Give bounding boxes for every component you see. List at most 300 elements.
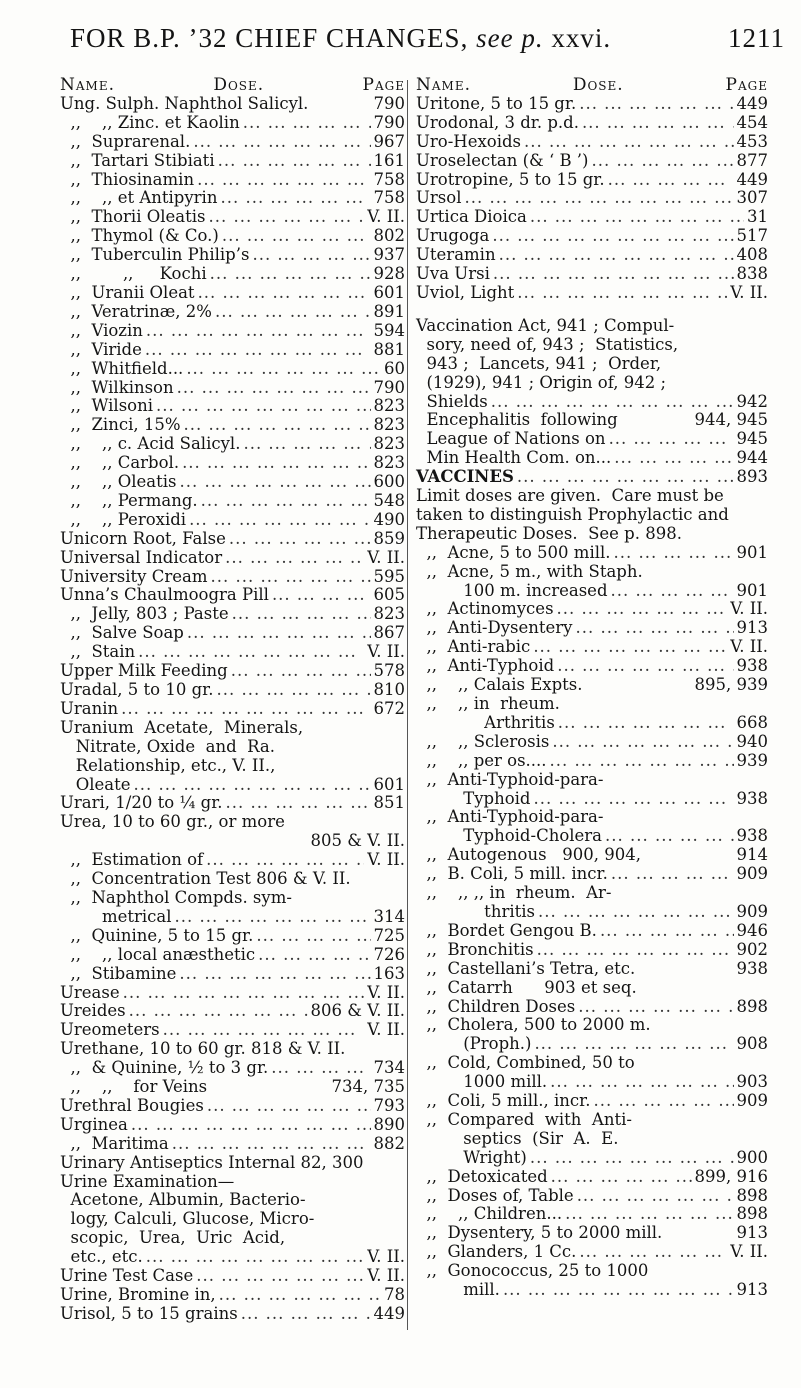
entry-page: V. II. xyxy=(730,282,768,302)
entry-name: ,, Anti-rabic xyxy=(416,637,531,657)
index-entry xyxy=(60,605,405,624)
entry-page: 307 xyxy=(736,188,768,208)
index-entry xyxy=(60,189,405,208)
index-entry xyxy=(416,600,768,619)
entry-name: Ung. Sulph. Naphthol Salicyl. xyxy=(60,93,309,113)
leader-dots xyxy=(177,379,371,398)
entry-name: ,, Concentration Test 806 & V. II. xyxy=(60,869,351,889)
index-entry xyxy=(416,336,768,355)
entry-name: Urethane, 10 to 60 gr. 818 & V. II. xyxy=(60,1039,346,1059)
index-entry xyxy=(416,189,768,208)
index-entry xyxy=(60,851,405,870)
entry-page: 758 xyxy=(373,188,405,208)
leader-dots xyxy=(138,643,364,662)
index-entry xyxy=(416,998,768,1017)
entry-page: 517 xyxy=(736,226,768,246)
index-entry xyxy=(60,946,405,965)
entry-page: 605 xyxy=(373,585,405,605)
index-entry xyxy=(416,752,768,771)
index-entry xyxy=(60,643,405,662)
entry-page: 859 xyxy=(373,528,405,548)
index-entry xyxy=(416,1243,768,1262)
entry-name: ,, ,, et Antipyrin xyxy=(60,188,218,208)
entry-name: 1000 mill. xyxy=(416,1072,548,1092)
leader-dots xyxy=(129,1002,308,1021)
leader-dots xyxy=(492,227,733,246)
entry-name: Typhoid xyxy=(416,788,531,808)
index-entry xyxy=(60,435,405,454)
entry-name: ,, Whitfield... xyxy=(60,358,184,378)
index-entry xyxy=(416,544,768,563)
entry-page: 548 xyxy=(373,490,405,510)
entry-page: 882 xyxy=(373,1133,405,1153)
leader-dots xyxy=(175,908,371,927)
index-entry xyxy=(60,379,405,398)
index-entry xyxy=(60,1305,405,1324)
entry-page: 893 xyxy=(736,467,768,487)
entry-name: scopic, Urea, Uric Acid, xyxy=(60,1228,286,1248)
leader-dots xyxy=(614,449,733,468)
index-entry xyxy=(416,284,768,303)
entry-name: ,, Dysentery, 5 to 2000 mill. xyxy=(416,1223,663,1243)
leader-dots xyxy=(537,941,734,960)
entry-page: 913 xyxy=(736,618,768,638)
index-entry xyxy=(60,757,405,776)
index-entry xyxy=(416,1205,768,1224)
index-entry xyxy=(60,1135,405,1154)
right-column-header xyxy=(416,76,768,95)
leader-dots xyxy=(231,662,371,681)
leader-dots xyxy=(187,624,371,643)
col-page-heading: Page xyxy=(725,75,768,95)
leader-dots xyxy=(243,114,371,133)
index-entry xyxy=(60,1286,405,1305)
leader-dots xyxy=(211,568,371,587)
running-header xyxy=(70,14,785,62)
entry-name: Vaccination Act, 941 ; Compul- xyxy=(416,315,675,335)
leader-dots xyxy=(592,152,734,171)
entry-page: 823 xyxy=(373,396,405,416)
entry-page: 408 xyxy=(736,245,768,265)
index-entry xyxy=(416,563,768,582)
entry-page: 810 xyxy=(373,680,405,699)
leader-dots xyxy=(605,827,733,846)
index-entry xyxy=(60,1002,405,1021)
index-entry xyxy=(60,208,405,227)
leader-dots xyxy=(179,965,370,984)
entry-name: etc., etc. xyxy=(60,1247,143,1267)
entry-page: 823 xyxy=(373,453,405,473)
entry-page: V. II. xyxy=(367,1247,405,1267)
leader-dots xyxy=(565,1205,733,1224)
leader-dots xyxy=(608,171,734,190)
index-entry xyxy=(60,832,405,851)
entry-page: 790 xyxy=(373,93,405,113)
entry-page: V. II. xyxy=(367,1266,405,1286)
entry-name: ,, Uranii Oleat xyxy=(60,282,195,302)
entry-name: Oleate xyxy=(60,774,131,794)
index-entry xyxy=(60,152,405,171)
index-entry xyxy=(416,827,768,846)
leader-dots xyxy=(121,700,370,719)
leader-dots xyxy=(197,171,370,190)
entry-name: (1929), 941 ; Origin of, 942 ; xyxy=(416,372,667,392)
leader-dots xyxy=(551,1168,692,1187)
leader-dots xyxy=(582,114,734,133)
leader-dots xyxy=(594,1092,734,1111)
leader-dots xyxy=(517,468,734,487)
entry-page: 909 xyxy=(736,864,768,884)
index-entry xyxy=(416,1016,768,1035)
entry-page: V. II. xyxy=(367,982,405,1002)
index-entry xyxy=(416,1111,768,1130)
index-entry xyxy=(60,1116,405,1135)
index-entry xyxy=(416,525,768,544)
entry-name: Uradal, 5 to 10 gr. xyxy=(60,680,214,699)
entry-page: 942 xyxy=(736,391,768,411)
index-entry xyxy=(416,246,768,265)
entry-page: 823 xyxy=(373,604,405,624)
entry-name: ,, ,, Oleatis xyxy=(60,472,177,492)
index-entry xyxy=(416,941,768,960)
index-entry xyxy=(60,133,405,152)
leader-dots xyxy=(241,1305,371,1324)
index-entry xyxy=(416,1092,768,1111)
entry-name: ,, ,, Zinc. et Kaolin xyxy=(60,112,240,132)
index-entry xyxy=(416,1130,768,1149)
entry-page: 595 xyxy=(373,566,405,586)
entry-name: ,, Naphthol Compds. sym- xyxy=(60,887,292,907)
entry-page: 898 xyxy=(736,996,768,1016)
entry-name: ,, Salve Soap xyxy=(60,623,184,643)
leader-dots xyxy=(557,600,728,619)
leader-dots xyxy=(172,1135,371,1154)
entry-name: ,, Quinine, 5 to 15 gr. xyxy=(60,925,254,945)
entry-name: Urinary Antiseptics Internal 82, 300 xyxy=(60,1152,364,1172)
index-entry xyxy=(60,265,405,284)
leader-dots xyxy=(252,246,370,265)
entry-name: ,, & Quinine, ½ to 3 gr. xyxy=(60,1058,269,1078)
entry-page: 967 xyxy=(373,131,405,151)
leader-dots xyxy=(611,582,734,601)
leader-dots xyxy=(207,1097,371,1116)
entry-page: V. II. xyxy=(367,642,405,662)
entry-page: 449 xyxy=(736,93,768,113)
entry-name: ,, Acne, 5 m., with Staph. xyxy=(416,561,643,581)
leader-dots xyxy=(534,790,734,809)
entry-name: ,, Anti-Typhoid-para- xyxy=(416,807,604,827)
leader-dots xyxy=(579,1243,727,1262)
entry-name: ,, Suprarenal. xyxy=(60,131,191,151)
entry-name: 100 m. increased xyxy=(416,580,608,600)
left-entries xyxy=(60,95,405,1324)
leader-dots xyxy=(215,303,371,322)
entry-page: V. II. xyxy=(367,1020,405,1040)
leader-dots xyxy=(226,794,371,813)
index-entry xyxy=(416,922,768,941)
leader-dots xyxy=(272,586,371,605)
left-column xyxy=(60,76,405,1324)
index-entry xyxy=(60,1191,405,1210)
index-entry xyxy=(60,322,405,341)
index-entry xyxy=(60,927,405,946)
index-entry xyxy=(416,95,768,114)
entry-page: 909 xyxy=(736,1091,768,1111)
entry-name: Unicorn Root, False xyxy=(60,528,226,548)
index-entry xyxy=(60,303,405,322)
entry-name: ,, ,, Peroxidi xyxy=(60,509,187,529)
entry-name: Uteramin xyxy=(416,245,496,265)
index-entry xyxy=(60,568,405,587)
entry-name: Acetone, Albumin, Bacterio- xyxy=(60,1190,306,1210)
index-entry xyxy=(60,473,405,492)
index-entry xyxy=(416,317,768,336)
index-entry xyxy=(416,393,768,412)
leader-dots xyxy=(220,189,370,208)
entry-name: Uranin xyxy=(60,698,119,718)
leader-dots xyxy=(134,776,371,795)
index-entry xyxy=(60,662,405,681)
index-entry xyxy=(60,908,405,927)
header-roman: xxvi. xyxy=(551,22,612,53)
entry-name: ,, Thiosinamin xyxy=(60,169,195,189)
entry-page: 901 xyxy=(736,580,768,600)
entry-name: ,, Stain xyxy=(60,642,136,662)
index-entry xyxy=(416,374,768,393)
leader-dots xyxy=(538,903,734,922)
index-entry xyxy=(60,1021,405,1040)
leader-dots xyxy=(503,1281,734,1300)
index-entry xyxy=(60,284,405,303)
right-column xyxy=(416,76,768,1300)
entry-name: mill. xyxy=(416,1280,500,1300)
entry-name: Urisol, 5 to 15 grains xyxy=(60,1303,238,1323)
entry-name: ,, ,, Carbol. xyxy=(60,453,180,473)
leader-dots xyxy=(146,1248,364,1267)
entry-page: 758 xyxy=(373,169,405,189)
entry-page: 672 xyxy=(373,698,405,718)
index-entry xyxy=(416,676,768,695)
entry-page: 891 xyxy=(373,301,405,321)
index-entry xyxy=(416,152,768,171)
entry-name: Nitrate, Oxide and Ra. xyxy=(60,736,276,756)
entry-page: 578 xyxy=(373,661,405,681)
index-entry xyxy=(60,114,405,133)
index-entry xyxy=(416,619,768,638)
entry-name: Urtica Dioica xyxy=(416,207,527,227)
index-entry xyxy=(416,657,768,676)
entry-name: Urethral Bougies xyxy=(60,1095,204,1115)
index-entry xyxy=(60,1078,405,1097)
entry-name: ,, ,, per os.... xyxy=(416,750,547,770)
index-entry xyxy=(60,965,405,984)
entry-page: 895, 939 xyxy=(694,675,768,695)
entry-name: Urugoga xyxy=(416,226,490,246)
entry-name: ,, Bronchitis xyxy=(416,939,534,959)
header-title-text: FOR B.P. ’32 CHIEF CHANGES, xyxy=(70,22,469,53)
entry-page: 877 xyxy=(736,150,768,170)
leader-dots xyxy=(614,544,734,563)
index-entry xyxy=(60,341,405,360)
index-entry xyxy=(416,449,768,468)
entry-page: 940 xyxy=(736,731,768,751)
entry-name: ,, Anti-Typhoid xyxy=(416,656,555,676)
entry-page: V. II. xyxy=(367,547,405,567)
entry-page: 899, 916 xyxy=(694,1166,768,1186)
index-entry xyxy=(60,530,405,549)
index-entry xyxy=(60,454,405,473)
index-entry xyxy=(60,813,405,832)
leader-dots xyxy=(225,549,364,568)
index-entry xyxy=(60,171,405,190)
entry-page: 490 xyxy=(373,509,405,529)
index-entry xyxy=(416,1035,768,1054)
index-entry xyxy=(416,903,768,922)
entry-page: 838 xyxy=(736,264,768,284)
entry-page: 937 xyxy=(373,245,405,265)
entry-page: 734, 735 xyxy=(331,1077,405,1097)
entry-page: 909 xyxy=(736,901,768,921)
index-entry xyxy=(416,487,768,506)
entry-page: 903 xyxy=(736,1072,768,1092)
entry-page: 601 xyxy=(373,774,405,794)
entry-name: ,, Tartari Stibiati xyxy=(60,150,215,170)
leader-dots xyxy=(163,1021,365,1040)
entry-name: Unna’s Chaulmoogra Pill xyxy=(60,585,269,605)
leader-dots xyxy=(557,657,733,676)
entry-name: Uranium Acetate, Minerals, xyxy=(60,717,304,737)
col-name-heading: Name. xyxy=(60,75,115,95)
entry-page: 314 xyxy=(373,906,405,926)
entry-name: Uva Ursi xyxy=(416,264,490,284)
entry-name: Urine Test Case xyxy=(60,1266,194,1286)
entry-name: ,, Catarrh 903 et seq. xyxy=(416,977,637,997)
entry-name: ,, ,, local anæsthetic xyxy=(60,944,256,964)
leader-dots xyxy=(552,733,733,752)
entry-page: 453 xyxy=(736,131,768,151)
entry-page: V. II. xyxy=(730,637,768,657)
entry-name: Ursol xyxy=(416,188,462,208)
entry-name: Uroselectan (& ‘ B ’) xyxy=(416,150,589,170)
entry-page: 802 xyxy=(373,226,405,246)
entry-name: University Cream xyxy=(60,566,208,586)
index-entry xyxy=(416,227,768,246)
index-entry xyxy=(60,776,405,795)
entry-page: 161 xyxy=(373,150,405,170)
entry-page: 726 xyxy=(373,944,405,964)
entry-page: 928 xyxy=(373,264,405,284)
entry-name: ,, Cold, Combined, 50 to xyxy=(416,1053,635,1073)
entry-name: ,, Cholera, 500 to 2000 m. xyxy=(416,1015,651,1035)
index-entry xyxy=(416,265,768,284)
index-entry xyxy=(60,397,405,416)
col-page-heading: Page xyxy=(362,75,405,95)
entry-page: 946 xyxy=(736,920,768,940)
entry-name: Uritone, 5 to 15 gr. xyxy=(416,93,577,113)
entry-page: 900 xyxy=(736,1147,768,1167)
entry-name: ,, Viride xyxy=(60,339,142,359)
entry-page: 913 xyxy=(736,1223,768,1243)
leader-dots xyxy=(577,1187,734,1206)
index-entry xyxy=(416,714,768,733)
entry-name: (Proph.) xyxy=(416,1034,532,1054)
index-entry xyxy=(416,1224,768,1243)
entry-name: Arthritis xyxy=(416,712,555,732)
leader-dots xyxy=(600,922,734,941)
entry-name: Wright) xyxy=(416,1147,527,1167)
entry-page: 890 xyxy=(373,1114,405,1134)
leader-dots xyxy=(186,360,381,379)
entry-page: 793 xyxy=(373,1095,405,1115)
entry-page: 914 xyxy=(736,845,768,865)
col-dose-heading: Dose. xyxy=(213,75,265,95)
entry-page: 734 xyxy=(373,1058,405,1078)
entry-name: ,, ,, Sclerosis xyxy=(416,731,550,751)
leader-dots xyxy=(491,393,734,412)
index-entry xyxy=(416,208,768,227)
leader-dots xyxy=(146,322,371,341)
leader-dots xyxy=(579,95,733,114)
index-entry xyxy=(60,738,405,757)
entry-page: 901 xyxy=(736,542,768,562)
entry-name: ,, Thymol (& Co.) xyxy=(60,226,219,246)
entry-name: ,, Jelly, 803 ; Paste xyxy=(60,604,229,624)
entry-name: ,, ,, c. Acid Salicyl. xyxy=(60,434,241,454)
entry-page: 790 xyxy=(373,112,405,132)
entry-page: 938 xyxy=(736,788,768,808)
leader-dots xyxy=(533,638,727,657)
leader-dots xyxy=(123,984,365,1003)
leader-dots xyxy=(611,865,734,884)
index-entry xyxy=(60,492,405,511)
leader-dots xyxy=(182,454,370,473)
leader-dots xyxy=(550,1073,733,1092)
entry-name: metrical xyxy=(60,906,172,926)
leader-dots xyxy=(578,998,733,1017)
index-entry xyxy=(60,586,405,605)
entry-name: ,, ,, Kochi xyxy=(60,264,207,284)
entry-page: 594 xyxy=(373,320,405,340)
entry-name: Urotropine, 5 to 15 gr. xyxy=(416,169,605,189)
entry-page: 898 xyxy=(736,1204,768,1224)
entry-name: Urea, 10 to 60 gr., or more xyxy=(60,812,285,832)
entry-name: ,, Bordet Gengou B. xyxy=(416,920,597,940)
index-entry xyxy=(416,1168,768,1187)
index-entry xyxy=(416,171,768,190)
index-entry xyxy=(416,411,768,430)
entry-page: V. II. xyxy=(367,850,405,870)
entry-name: Urari, 1/20 to ¼ gr. xyxy=(60,793,223,813)
entry-page: 806 & V. II. xyxy=(310,1001,405,1021)
leader-dots xyxy=(550,752,734,771)
leader-dots xyxy=(530,1149,734,1168)
index-entry xyxy=(416,468,768,487)
index-entry xyxy=(60,889,405,908)
entry-name: Therapeutic Doses. See p. 898. xyxy=(416,523,682,543)
leader-dots xyxy=(256,927,370,946)
entry-name: ,, Estimation of xyxy=(60,850,204,870)
leader-dots xyxy=(258,946,370,965)
entry-name: Ureides xyxy=(60,1001,126,1021)
header-p: p. xyxy=(521,22,544,53)
index-entry xyxy=(416,133,768,152)
entry-page: 913 xyxy=(736,1280,768,1300)
index-entry xyxy=(60,1040,405,1059)
index-entry xyxy=(60,1173,405,1192)
index-entry xyxy=(60,549,405,568)
entry-page: 867 xyxy=(373,623,405,643)
index-entry xyxy=(416,865,768,884)
